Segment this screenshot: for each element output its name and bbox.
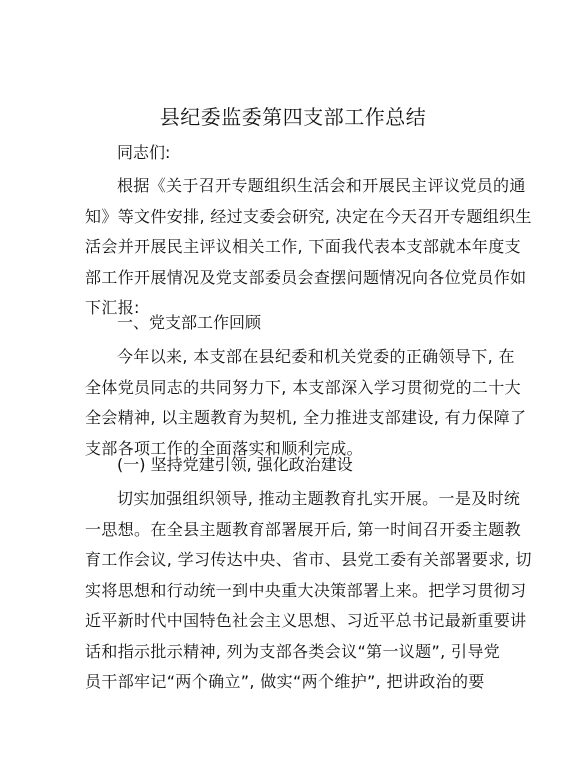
paragraph-line: 部工作开展情况及党支部委员会查摆问题情况向各位党员作如 — [85, 267, 527, 287]
section-heading-2: (一) 坚持党建引领, 强化政治建设 — [117, 455, 353, 474]
paragraph-line: 近平新时代中国特色社会主义思想、习近平总书记最新重要讲 — [85, 611, 527, 630]
paragraph-line: 育工作会议, 学习传达中央、省市、县党工委有关部署要求, 切 — [85, 550, 532, 569]
paragraph-line: 今年以来, 本支部在县纪委和机关党委的正确领导下, 在 — [117, 347, 515, 366]
paragraph-line: 全会精神, 以主题教育为契机, 全力推进支部建设, 有力保障了 — [85, 408, 527, 427]
paragraph-line: 活会并开展民主评议相关工作, 下面我代表本支部就本年度支 — [85, 237, 521, 256]
paragraph-line: 切实加强组织领导, 推动主题教育扎实开展。一是及时统 — [117, 489, 521, 508]
paragraph-2 — [85, 342, 527, 464]
paragraph-line: 支部各项工作的全面落实和顺利完成。 — [85, 438, 363, 458]
document-title: 县纪委监委第四支部工作总结 — [159, 105, 427, 129]
section-heading-1: 一、党支部工作回顾 — [117, 313, 262, 332]
paragraph-3 — [85, 484, 532, 698]
paragraph-line: 一思想。在全县主题教育部署展开后, 第一时间召开委主题教 — [85, 519, 521, 539]
paragraph-1 — [85, 171, 532, 324]
paragraph-line: 知》等文件安排, 经过支委会研究, 决定在今天召开专题组织生 — [85, 206, 532, 226]
paragraph-line: 员干部牢记“两个确立”, 做实“两个维护”, 把讲政治的要 — [85, 672, 485, 691]
paragraph-line: 话和指示批示精神, 列为支部各类会议“第一议题”, 引导党 — [85, 641, 501, 661]
paragraph-line: 下汇报: — [85, 298, 140, 317]
paragraph-line: 全体党员同志的共同努力下, 本支部深入学习贯彻党的二十大 — [85, 377, 521, 397]
paragraph-line: 实将思想和行动统一到中央重大决策部署上来。把学习贯彻习 — [85, 580, 527, 600]
greeting: 同志们: — [117, 143, 171, 162]
paragraph-line: 根据《关于召开专题组织生活会和开展民主评议党员的通 — [117, 176, 526, 195]
